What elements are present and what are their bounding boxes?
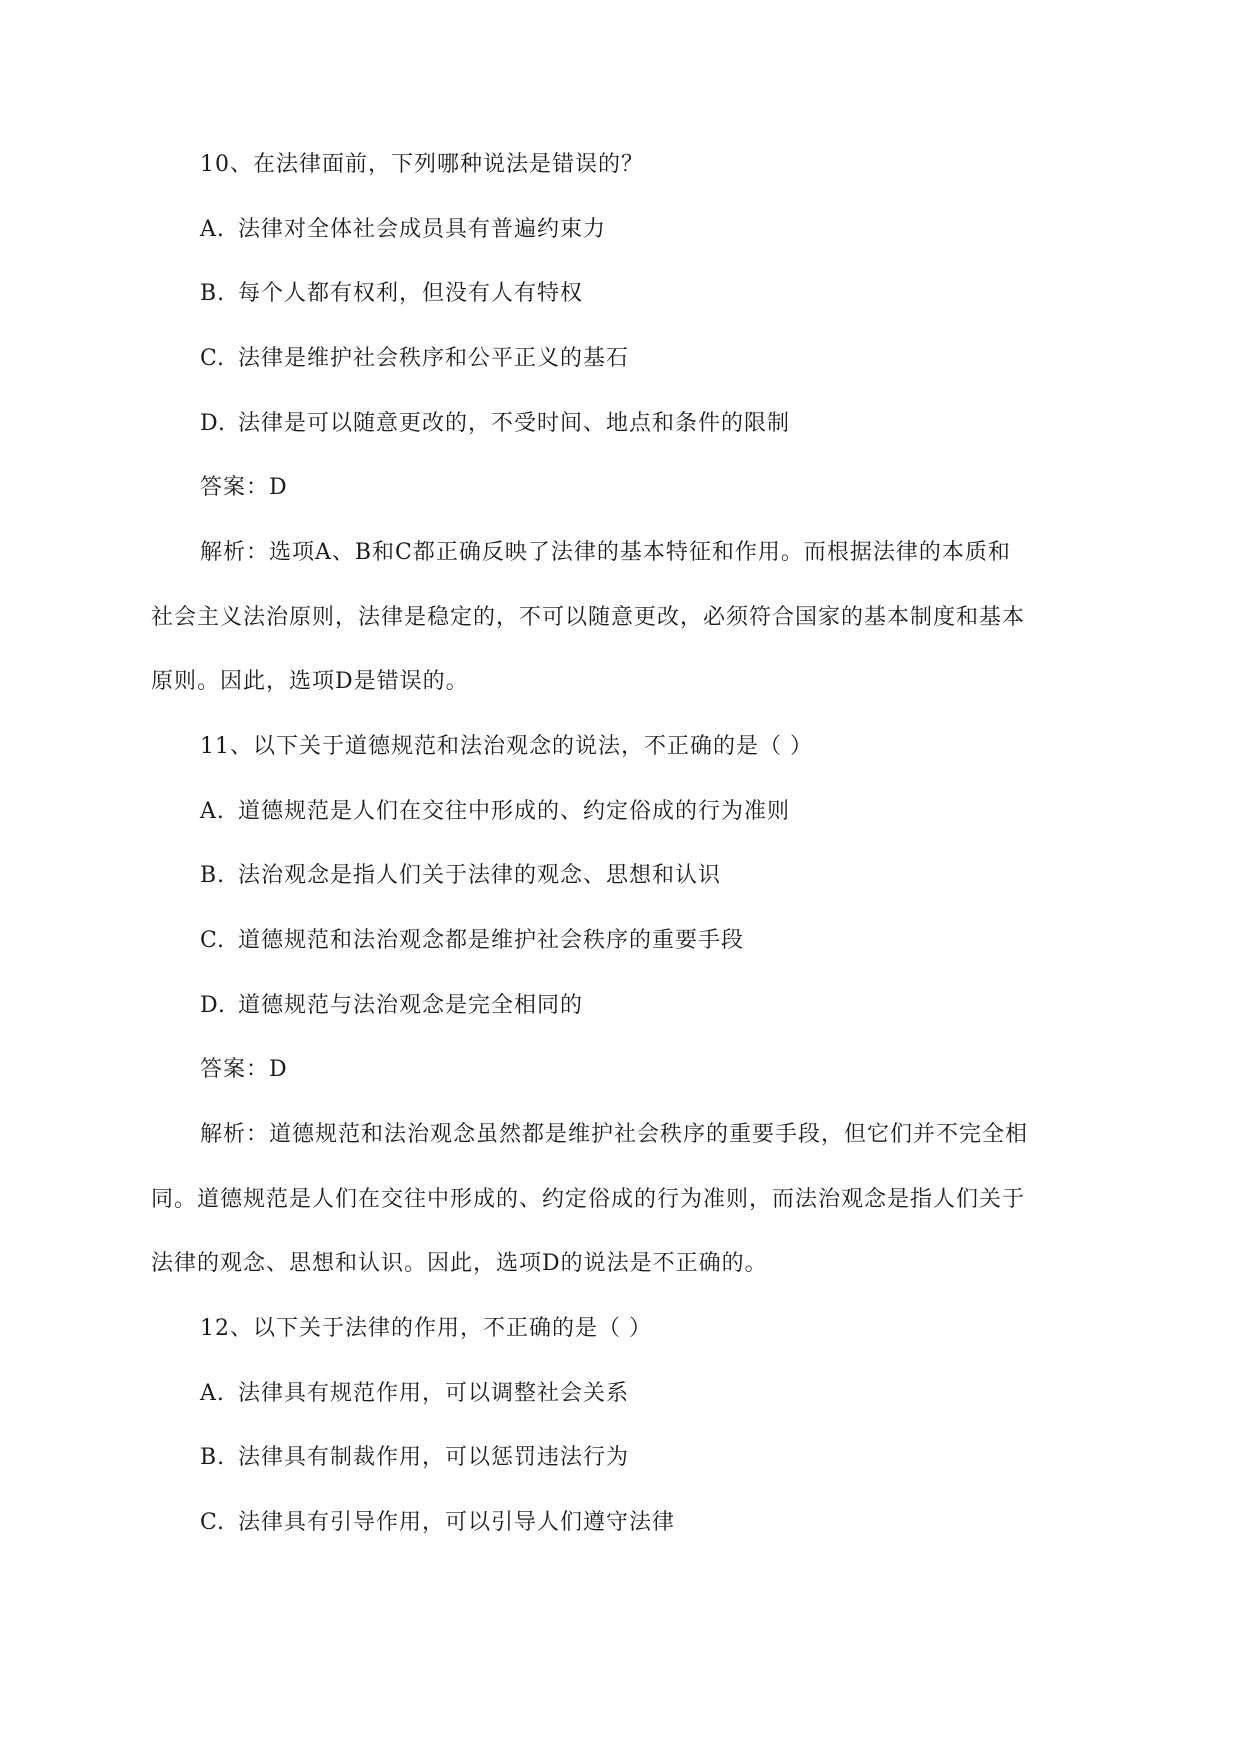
option-letter: C.: [200, 928, 226, 953]
option-letter: A.: [200, 217, 225, 242]
option-letter: B.: [200, 863, 226, 888]
explanation-line: 法律的观念、思想和认识。因此，选项D的说法是不正确的。: [151, 1251, 768, 1276]
explanation-line: 同。道德规范是人们在交往中形成的、约定俗成的行为准则，而法治观念是指人们关于: [151, 1187, 1026, 1212]
option-item: [200, 1508, 675, 1538]
option-text: 道德规范是人们在交往中形成的、约定俗成的行为准则: [238, 799, 791, 824]
option-text: 法律是可以随意更改的，不受时间、地点和条件的限制: [238, 411, 791, 436]
option-item: [200, 1443, 629, 1473]
option-text: 法律具有制裁作用，可以惩罚违法行为: [238, 1445, 630, 1470]
option-text: 法律是维护社会秩序和公平正义的基石: [238, 346, 630, 371]
answer-line: 答案：D: [200, 1057, 288, 1082]
question-stem: 12、以下关于法律的作用，不正确的是（ ）: [200, 1316, 652, 1341]
option-text: 法律具有规范作用，可以调整社会关系: [238, 1381, 630, 1406]
option-letter: A.: [200, 1381, 225, 1406]
option-item: [200, 409, 790, 439]
option-item: [200, 215, 606, 245]
option-item: [200, 797, 790, 827]
option-letter: B.: [200, 1445, 226, 1470]
option-item: [200, 861, 721, 891]
question-stem: 10、在法律面前，下列哪种说法是错误的？: [200, 152, 644, 177]
option-letter: B.: [200, 281, 226, 306]
option-text: 道德规范和法治观念都是维护社会秩序的重要手段: [238, 928, 745, 953]
option-item: [200, 926, 744, 956]
option-text: 每个人都有权利，但没有人有特权: [238, 281, 584, 306]
option-letter: C.: [200, 346, 226, 371]
option-item: [200, 991, 583, 1021]
option-letter: D.: [200, 411, 226, 436]
option-item: [200, 344, 629, 374]
option-text: 道德规范与法治观念是完全相同的: [238, 993, 584, 1018]
option-letter: C.: [200, 1510, 226, 1535]
answer-line: 答案：D: [200, 475, 288, 500]
option-letter: D.: [200, 993, 226, 1018]
option-text: 法律对全体社会成员具有普遍约束力: [238, 217, 607, 242]
option-text: 法律具有引导作用，可以引导人们遵守法律: [238, 1510, 676, 1535]
question-stem: 11、以下关于道德规范和法治观念的说法，不正确的是（ ）: [200, 734, 813, 759]
option-item: [200, 1379, 629, 1409]
option-text: 法治观念是指人们关于法律的观念、思想和认识: [238, 863, 722, 888]
option-item: [200, 279, 583, 309]
explanation-line: 解析：道德规范和法治观念虽然都是维护社会秩序的重要手段，但它们并不完全相: [200, 1122, 1029, 1147]
explanation-line: 原则。因此，选项D是错误的。: [151, 669, 469, 694]
explanation-line: 解析：选项A、B和C都正确反映了法律的基本特征和作用。而根据法律的本质和: [200, 540, 1011, 565]
explanation-line: 社会主义法治原则，法律是稳定的，不可以随意更改，必须符合国家的基本制度和基本: [151, 605, 1026, 630]
option-letter: A.: [200, 799, 225, 824]
